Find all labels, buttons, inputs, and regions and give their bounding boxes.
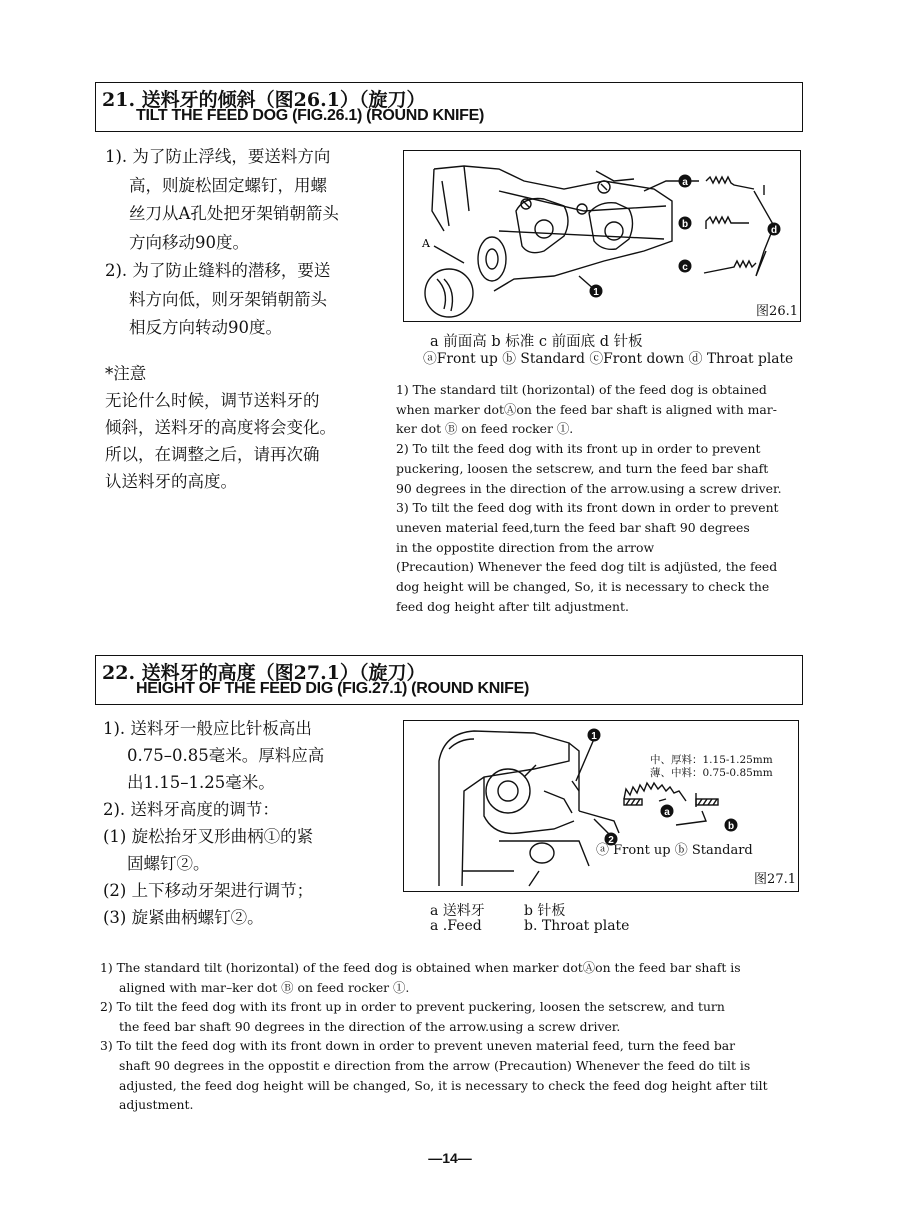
zh-line: 0.75–0.85毫米。厚料应高 bbox=[127, 746, 325, 765]
section-22-zh-instructions bbox=[103, 715, 324, 931]
note-line: 倾斜，送料牙的高度将会变化。 bbox=[105, 418, 336, 437]
en-line: 1) The standard tilt (horizontal) of the feed dog is obtained bbox=[396, 382, 767, 397]
note-line: 认送料牙的高度。 bbox=[105, 472, 237, 491]
figure-27-1-caption-en-a: a .Feed bbox=[430, 918, 482, 934]
zh-line: 相反方向转动90度。 bbox=[129, 318, 282, 337]
marker-2: 2 bbox=[608, 835, 614, 846]
figure-27-1-label: 图27.1 bbox=[754, 872, 796, 887]
note-line: 所以，在调整之后，请再次确 bbox=[105, 445, 320, 464]
en-line: the feed bar shaft 90 degrees in the direction of the arrow.using a screw driver. bbox=[119, 1018, 621, 1034]
figure-27-1-caption-zh-a: a 送料牙 bbox=[430, 903, 485, 919]
figure-26-1-label: 图26.1 bbox=[756, 304, 798, 319]
section-21-en-instructions bbox=[396, 380, 782, 616]
en-line: 3) To tilt the feed dog with its front down in order to prevent bbox=[396, 500, 779, 516]
zh-line: 2). 送料牙高度的调节： bbox=[103, 800, 279, 819]
zh-line: 高，则旋松固定螺钉，用螺 bbox=[129, 175, 327, 195]
en-line: aligned with mar–ker dot Ⓑ on feed rocker ①. bbox=[119, 979, 410, 995]
figure-26-1-caption-zh: a 前面高 b 标准 c 前面底 d 针板 bbox=[430, 334, 643, 350]
en-line: 2) To tilt the feed dog with its front up in order to prevent puckering, loosen the setscrew, and turn bbox=[100, 999, 725, 1015]
en-line: ker dot Ⓑ on feed rocker ①. bbox=[396, 421, 574, 437]
page-number: —14— bbox=[428, 1150, 472, 1166]
marker-d: d bbox=[770, 225, 778, 236]
marker-b: b bbox=[727, 821, 735, 832]
en-line: dog height will be changed, So, it is necessary to check the bbox=[396, 579, 770, 595]
figure-26-1 bbox=[403, 150, 801, 322]
en-line: 3) To tilt the feed dog with its front down in order to prevent uneven material feed, turn the feed bar bbox=[100, 1038, 736, 1054]
zh-line: 出1.15–1.25毫米。 bbox=[127, 773, 275, 792]
figure-27-1-caption-zh-b: b 针板 bbox=[524, 903, 566, 919]
figure-27-1-caption-en-b: b. Throat plate bbox=[524, 918, 630, 934]
section-21-title-en: TILT THE FEED DOG (FIG.26.1) (ROUND KNIFE) bbox=[136, 107, 484, 124]
section-22-header bbox=[95, 655, 803, 705]
zh-line: (2) 上下移动牙架进行调节； bbox=[103, 881, 314, 900]
en-line: in the oppostite direction from the arrow bbox=[396, 539, 655, 555]
en-line: 90 degrees in the direction of the arrow.using a screw driver. bbox=[396, 480, 782, 496]
feed-dog-height-illustration bbox=[404, 721, 798, 891]
en-line: puckering, loosen the setscrew, and turn the feed bar shaft bbox=[396, 460, 769, 476]
figure-26-1-caption-en: ⓐFront up ⓑ Standard ⓒFront down ⓓ Throat plate bbox=[423, 351, 794, 367]
zh-line: 1). 送料牙一般应比针板高出 bbox=[103, 719, 312, 738]
section-21-header bbox=[95, 82, 803, 132]
section-21-zh-note bbox=[105, 360, 336, 495]
zh-line: 固螺钉②。 bbox=[127, 854, 210, 873]
marker-a: a bbox=[682, 177, 688, 188]
spec-thin-material: 薄、中料：0.75-0.85mm bbox=[650, 767, 773, 779]
feed-bar-shaft-illustration bbox=[404, 151, 800, 321]
en-line: (Precaution) Whenever the feed dog tilt is adjüsted, the feed bbox=[396, 559, 778, 575]
en-line: 1) The standard tilt (horizontal) of the feed dog is obtained when marker dotⒶon the feed bar shaft is bbox=[100, 960, 741, 975]
note-line: 无论什么时候，调节送料牙的 bbox=[105, 391, 320, 410]
section-21-zh-instructions bbox=[105, 143, 339, 343]
zh-line: (3) 旋紧曲柄螺钉②。 bbox=[103, 908, 264, 927]
marker-1: 1 bbox=[593, 287, 599, 298]
en-line: feed dog height after tilt adjustment. bbox=[396, 598, 629, 614]
marker-1: 1 bbox=[591, 731, 597, 742]
spec-thick-material: 中、厚料：1.15-1.25mm bbox=[650, 754, 773, 766]
en-line: adjusted, the feed dog height will be changed, So, it is necessary to check the feed dog height after tilt bbox=[119, 1077, 768, 1093]
figure-27-1 bbox=[403, 720, 799, 892]
zh-line: 方向移动90度。 bbox=[129, 232, 249, 252]
en-line: uneven material feed,turn the feed bar shaft 90 degrees bbox=[396, 519, 750, 535]
section-22-title-en: HEIGHT OF THE FEED DIG (FIG.27.1) (ROUND KNIFE) bbox=[136, 680, 530, 697]
hole-a-label: A bbox=[422, 237, 430, 250]
zh-line: 料方向低，则牙架销朝箭头 bbox=[129, 289, 327, 309]
en-line: adjustment. bbox=[119, 1097, 194, 1113]
section-21-title-zh: 21. 送料牙的倾斜（图26.1）（旋刀） bbox=[102, 89, 426, 111]
section-22-en-instructions bbox=[100, 958, 768, 1115]
zh-line: 丝刀从A孔处把牙架销朝箭头 bbox=[129, 204, 339, 223]
zh-line: 2). 为了防止缝料的潜移，要送 bbox=[105, 261, 331, 280]
section-22-title-zh: 22. 送料牙的高度（图27.1）（旋刀） bbox=[102, 662, 426, 684]
figure-27-1-legend: ⓐ Front up ⓑ Standard bbox=[596, 843, 753, 858]
en-line: 2) To tilt the feed dog with its front up in order to prevent bbox=[396, 441, 761, 457]
note-heading: *注意 bbox=[105, 364, 147, 383]
zh-line: (1) 旋松抬牙叉形曲柄①的紧 bbox=[103, 827, 314, 846]
marker-c: c bbox=[682, 262, 688, 273]
zh-line: 1). 为了防止浮线，要送料方向 bbox=[105, 147, 331, 166]
en-line: when marker dotⒶon the feed bar shaft is aligned with mar- bbox=[396, 401, 777, 417]
en-line: shaft 90 degrees in the oppostit e direction from the arrow (Precaution) Whenever the feed do tilt is bbox=[119, 1057, 751, 1073]
marker-a: a bbox=[664, 807, 670, 818]
marker-b: b bbox=[681, 219, 689, 230]
